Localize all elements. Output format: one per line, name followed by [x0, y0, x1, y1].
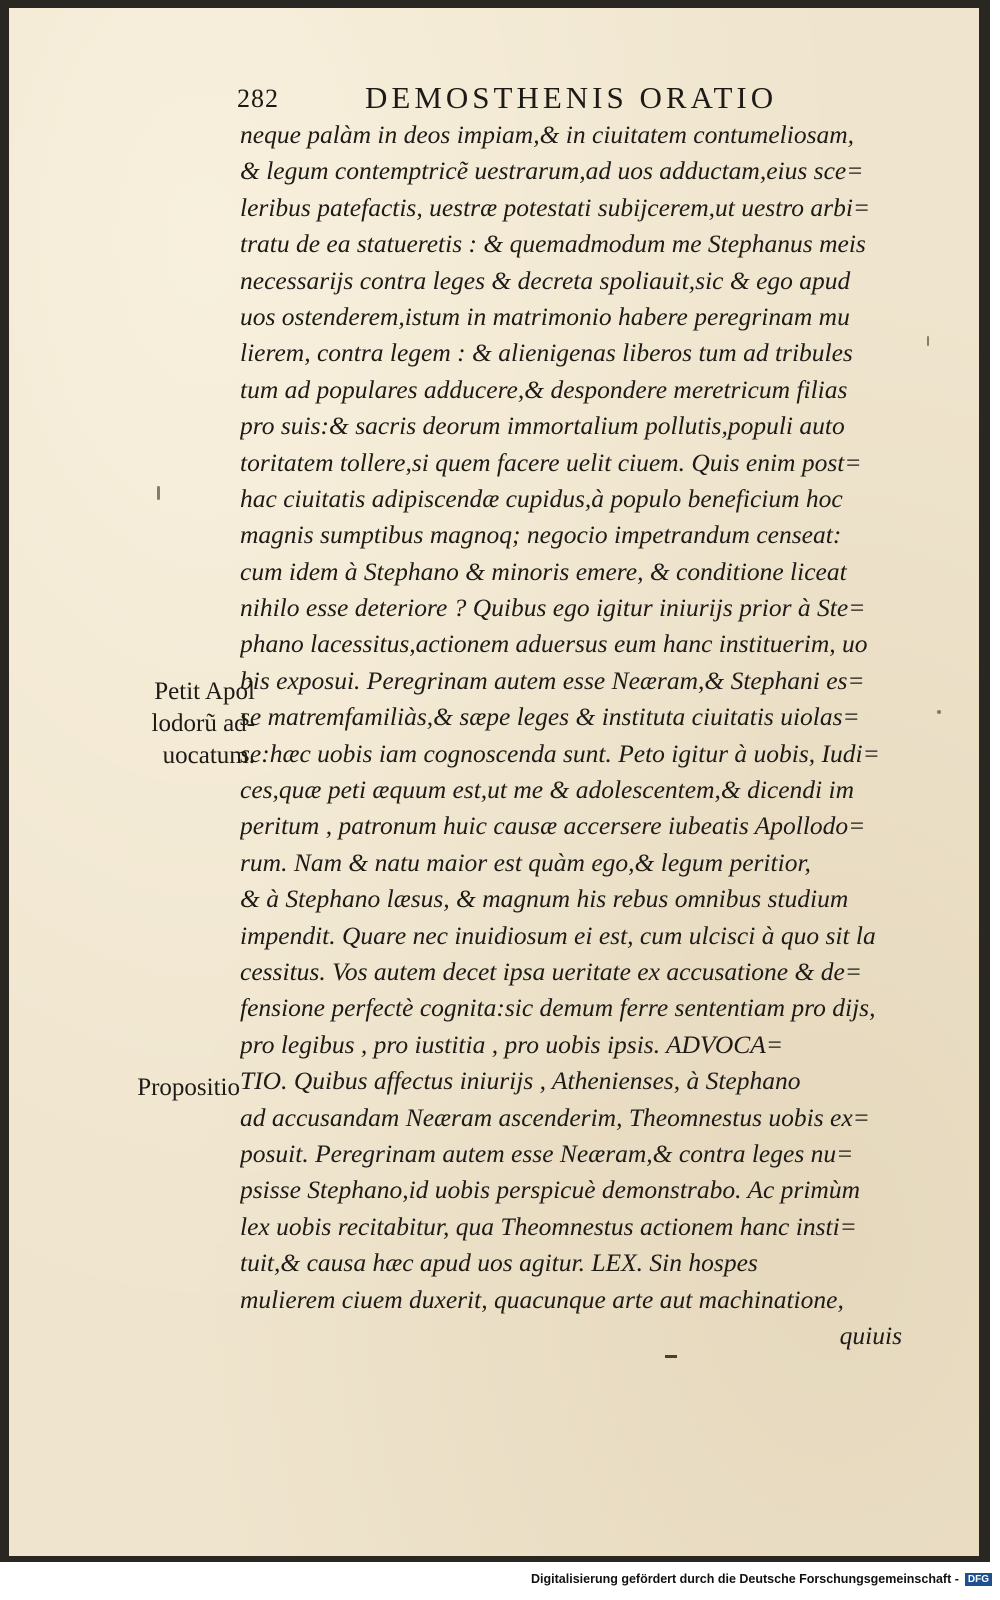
text-line: & à Stephano læsus, & magnum his rebus omnibus studium — [240, 884, 849, 914]
page-header — [237, 80, 937, 116]
text-line: pro legibus , pro iustitia , pro uobis ipsis. ADVOCA= — [240, 1029, 784, 1059]
book-page — [9, 8, 979, 1556]
text-line: peritum , patronum huic causæ accersere iubeatis Apollodo= — [240, 811, 866, 841]
text-line: tratu de ea statueretis : & quemadmodum me Stephanus meis — [240, 229, 866, 259]
page-number: 282 — [237, 84, 279, 113]
text-line: fensione perfectè cognita:sic demum ferre sententiam pro dijs, — [240, 993, 876, 1023]
text-line: se matremfamiliàs,& sæpe leges & instituta ciuitatis uiolas= — [240, 702, 860, 732]
paper-fleck — [937, 710, 941, 714]
text-line: neque palàm in deos impiam,& in ciuitatem contumeliosam, — [240, 120, 855, 149]
text-line: & legum contemptricẽ uestrarum,ad uos adductam,eius sce= — [240, 156, 864, 186]
text-line: psisse Stephano,id uobis perspicuè demonstrabo. Ac primùm — [240, 1175, 860, 1205]
text-line: rum. Nam & natu maior est quàm ego,& legum peritior, — [240, 847, 811, 877]
digitization-footer — [531, 1572, 992, 1586]
text-line: phano lacessitus,actionem aduersus eum hanc instituerim, uo — [240, 629, 868, 659]
running-title: DEMOSTHENIS ORATIO — [365, 80, 778, 115]
text-line: tum ad populares adducere,& despondere meretricum filias — [240, 374, 848, 404]
text-line: mulierem ciuem duxerit, quacunque arte aut machinatione, — [240, 1284, 844, 1314]
margin-note-advocatum: Petit Apol lodorũ ad- uocatum. — [151, 678, 255, 769]
text-line: bis exposui. Peregrinam autem esse Neæram,& Stephani es= — [240, 665, 865, 695]
paper-fleck — [157, 486, 160, 500]
text-line: nihilo esse deteriore ? Quibus ego igitur iniurijs prior à Ste= — [240, 593, 866, 623]
text-line: cum idem à Stephano & minoris emere, & conditione liceat — [240, 556, 847, 586]
text-line: toritatem tollere,si quem facere uelit ciuem. Quis enim post= — [240, 447, 862, 477]
text-line: leribus patefactis, uestræ potestati subijcerem,ut uestro arbi= — [240, 192, 871, 222]
text-line: pro suis:& sacris deorum immortalium pollutis,populi auto — [240, 411, 845, 441]
ink-mark — [665, 1355, 677, 1358]
text-line: uos ostenderem,istum in matrimonio habere peregrinam mu — [240, 301, 850, 331]
text-line: cessitus. Vos autem decet ipsa ueritate ex accusatione & de= — [240, 956, 862, 986]
paper-fleck — [927, 336, 929, 346]
text-line: lex uobis recitabitur, qua Theomnestus actionem hanc insti= — [240, 1211, 857, 1241]
text-line: hac ciuitatis adipiscendæ cupidus,à populo beneficium hoc — [240, 483, 843, 513]
text-line: ces,quæ peti æquum est,ut me & adolescentem,& dicendi im — [240, 775, 855, 805]
body-text — [240, 117, 932, 1354]
text-line: quiuis — [839, 1320, 902, 1350]
text-line: impendit. Quare nec inuidiosum ei est, cum ulcisci à quo sit la — [240, 920, 876, 950]
text-line: se:hæc uobis iam cognoscenda sunt. Peto igitur à uobis, Iudi= — [240, 738, 880, 768]
text-line: lierem, contra legem : & alienigenas liberos tum ad tribules — [240, 338, 853, 368]
dfg-logo: DFG — [965, 1573, 992, 1586]
margin-note-propositio: Propositio — [137, 1074, 240, 1101]
text-line: necessarijs contra leges & decreta spoliauit,sic & ego apud — [240, 265, 851, 295]
text-line: tuit,& causa hæc apud uos agitur. LEX. Sin hospes — [240, 1248, 758, 1278]
text-line: ad accusandam Neæram ascenderim, Theomnestus uobis ex= — [240, 1102, 870, 1132]
text-line: magnis sumptibus magnoq; negocio impetrandum censeat: — [240, 520, 842, 550]
footer-text: Digitalisierung gefördert durch die Deutsche Forschungsgemeinschaft - — [531, 1572, 959, 1586]
text-line: TIO. Quibus affectus iniurijs , Athenienses, à Stephano — [240, 1066, 801, 1096]
text-line: posuit. Peregrinam autem esse Neæram,& contra leges nu= — [240, 1138, 854, 1168]
